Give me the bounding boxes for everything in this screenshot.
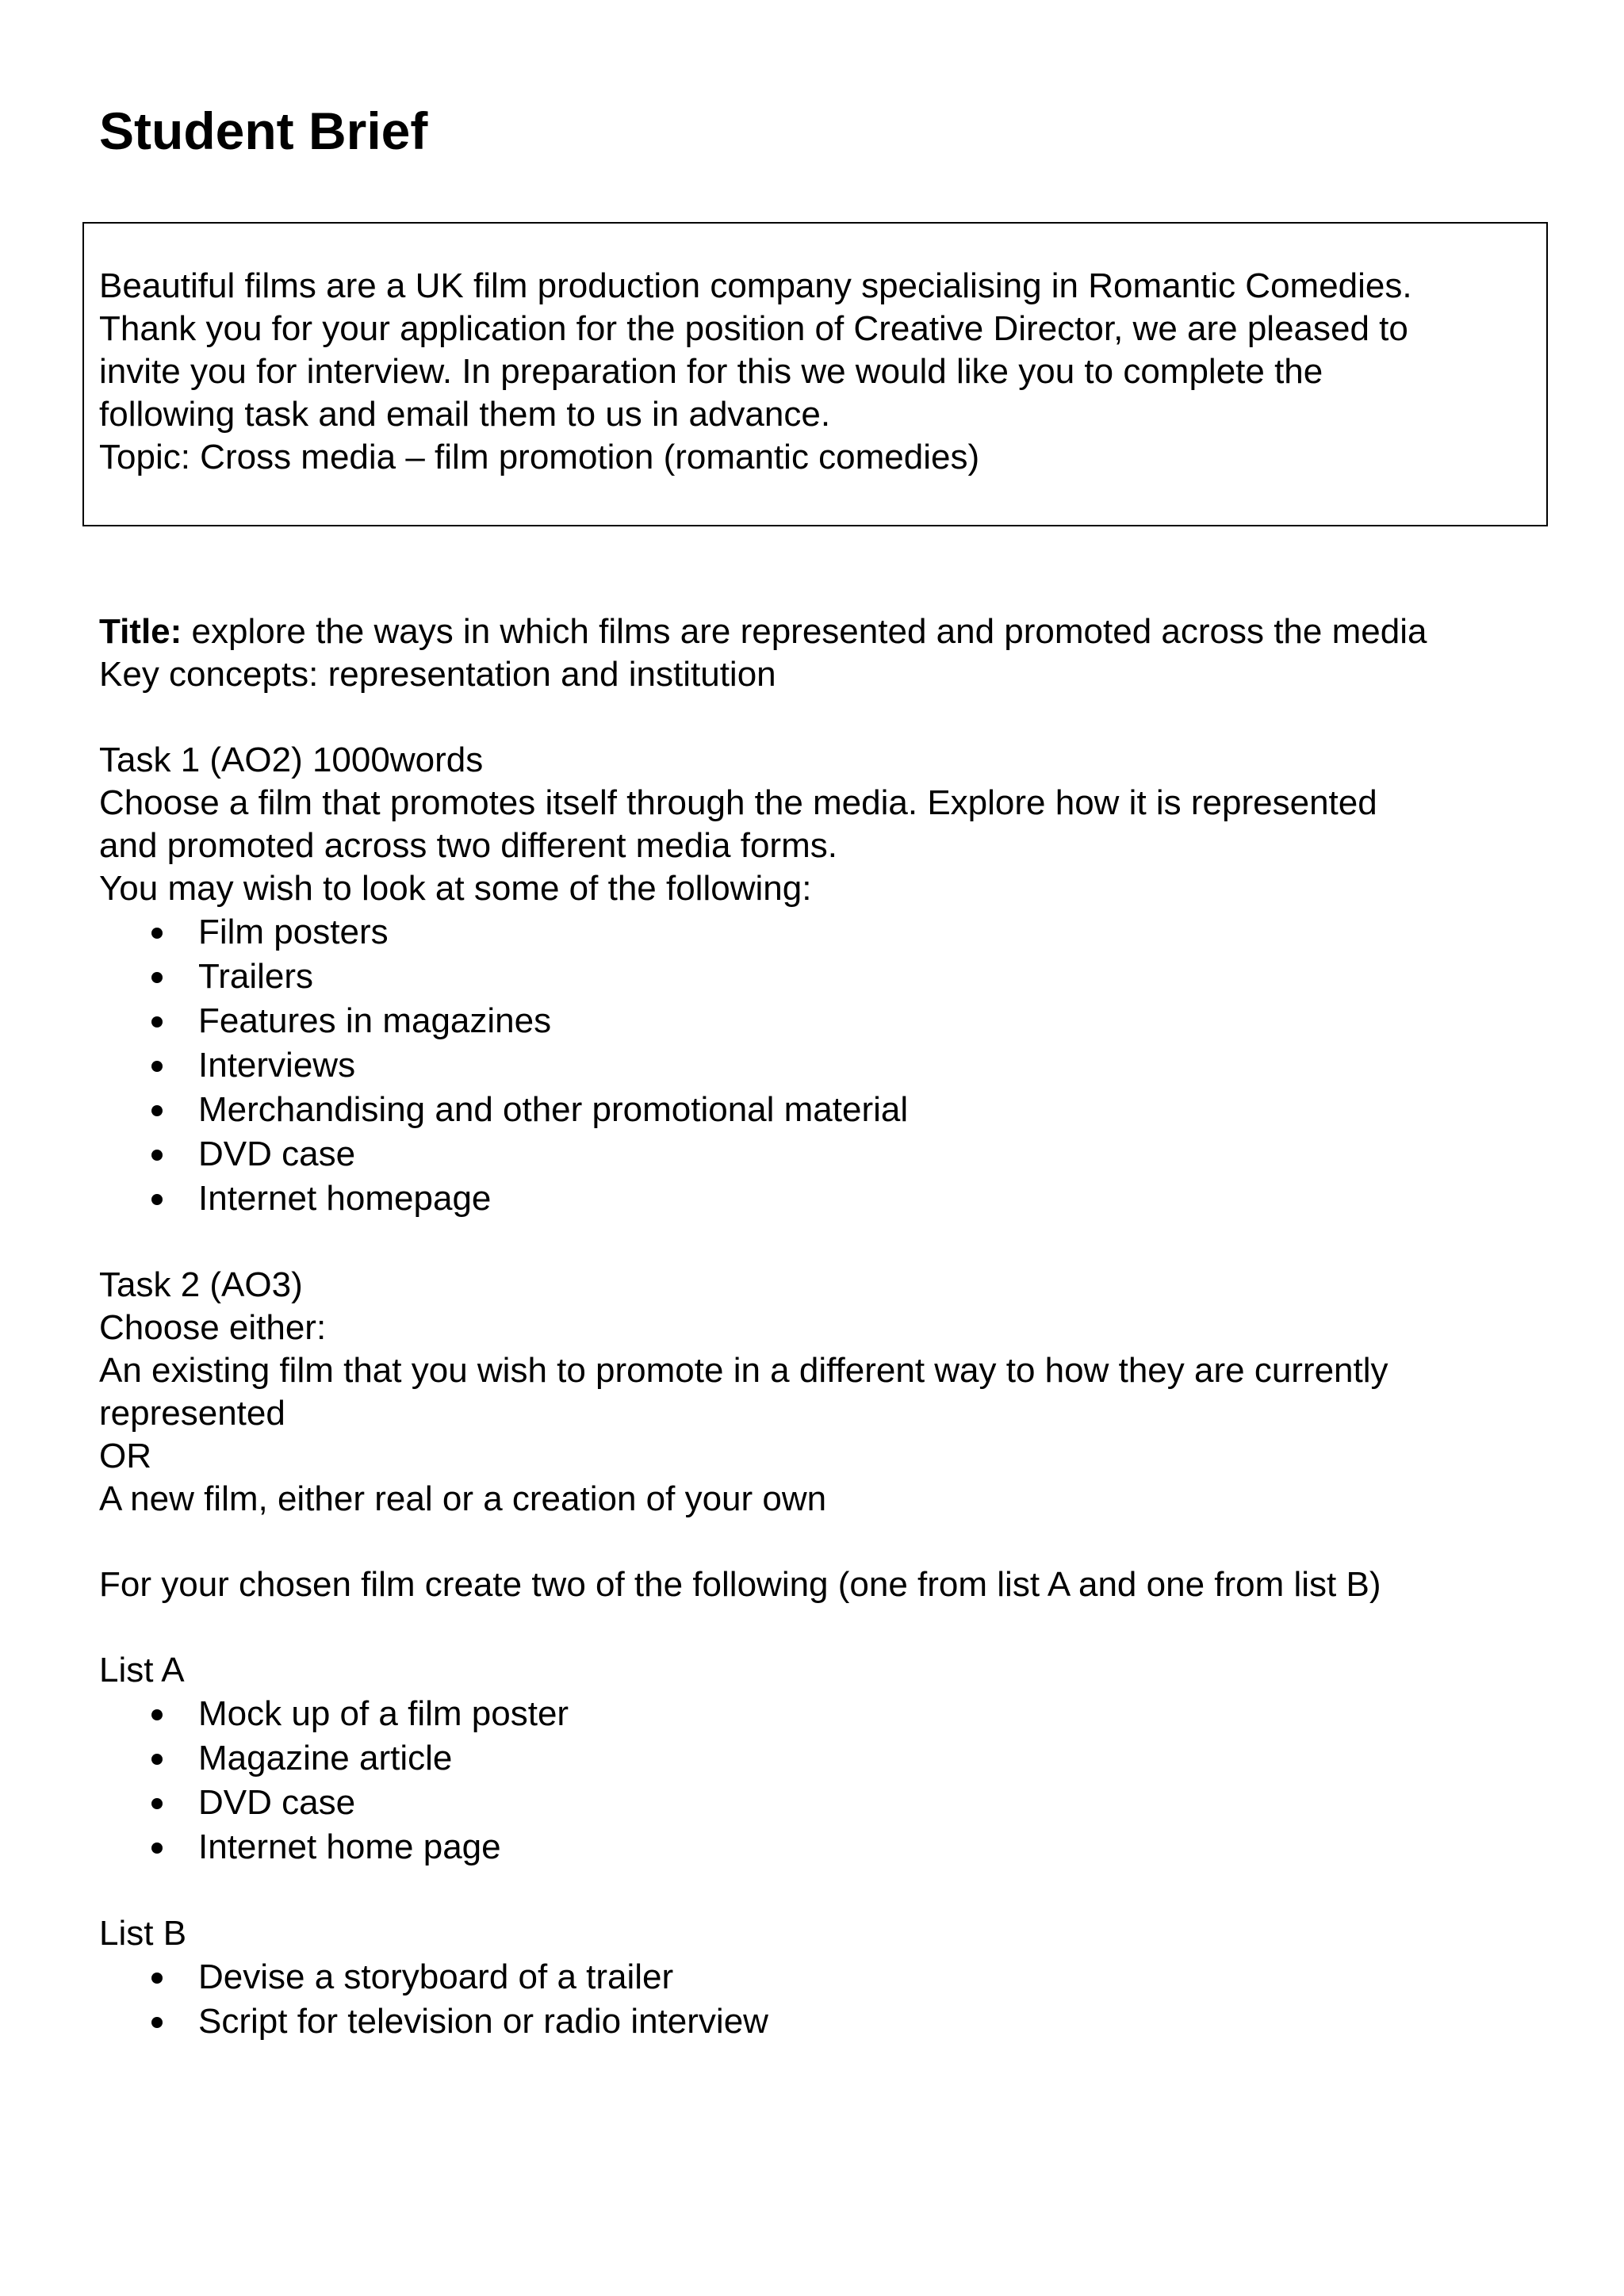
key-concepts: Key concepts: representation and institution <box>99 655 776 694</box>
task2-line: A new film, either real or a creation of your own <box>99 1479 827 1518</box>
bullet-icon <box>151 1105 163 1116</box>
list-item-text: DVD case <box>198 1783 356 1822</box>
list-item-text: Merchandising and other promotional material <box>198 1090 909 1129</box>
brief-topic: Topic: Cross media – film promotion (romantic comedies) <box>99 438 980 476</box>
task2-instruction: For your chosen film create two of the following (one from list A and one from list B) <box>99 1565 1381 1604</box>
list-item <box>99 1999 1558 2044</box>
list-item-text: Internet homepage <box>198 1179 492 1218</box>
page-title: Student Brief <box>99 101 428 160</box>
list-item-text: Film posters <box>198 913 389 951</box>
list-a-heading: List A <box>99 1651 185 1689</box>
bullet-icon <box>151 1798 163 1809</box>
title-label: Title: <box>99 612 182 651</box>
spacer <box>99 696 1558 739</box>
bullet-icon <box>151 1754 163 1765</box>
spacer <box>99 1521 1558 1563</box>
task2-line: represented <box>99 1394 285 1433</box>
list-item <box>99 1177 1558 1221</box>
bullet-icon <box>151 1150 163 1161</box>
list-item-text: Mock up of a film poster <box>198 1694 569 1733</box>
main-content <box>99 610 1558 2044</box>
task2-line: Choose either: <box>99 1308 327 1347</box>
list-item-text: Features in magazines <box>198 1001 552 1040</box>
list-item <box>99 1692 1558 1736</box>
list-item <box>99 1781 1558 1825</box>
spacer <box>99 1606 1558 1649</box>
bullet-icon <box>151 1061 163 1072</box>
brief-text <box>99 265 1538 479</box>
list-item <box>99 1043 1558 1088</box>
list-a <box>99 1692 1558 1869</box>
task1-line: Choose a film that promotes itself through the media. Explore how it is represented <box>99 783 1377 822</box>
list-item-text: Magazine article <box>198 1739 453 1777</box>
bullet-icon <box>151 972 163 983</box>
task1-line: You may wish to look at some of the following: <box>99 869 812 908</box>
bullet-icon <box>151 2017 163 2028</box>
task1-list <box>99 910 1558 1221</box>
bullet-icon <box>151 928 163 939</box>
list-item <box>99 1736 1558 1781</box>
list-item-text: Interviews <box>198 1046 356 1085</box>
brief-line: Beautiful films are a UK film production company specialising in Romantic Comedies. <box>99 266 1412 305</box>
spacer <box>99 1221 1558 1264</box>
bullet-icon <box>151 1016 163 1027</box>
brief-line: Thank you for your application for the position of Creative Director, we are pleased to <box>99 309 1408 348</box>
list-item-text: Script for television or radio interview <box>198 2002 768 2041</box>
bullet-icon <box>151 1973 163 1984</box>
list-b <box>99 1955 1558 2044</box>
list-item <box>99 955 1558 999</box>
title-line <box>99 610 1558 653</box>
brief-line: following task and email them to us in advance. <box>99 395 831 434</box>
list-item-text: Internet home page <box>198 1827 501 1866</box>
list-item <box>99 910 1558 955</box>
list-item-text: DVD case <box>198 1135 356 1173</box>
bullet-icon <box>151 1843 163 1854</box>
list-item <box>99 1825 1558 1869</box>
task2-line: An existing film that you wish to promote in a different way to how they are currently <box>99 1351 1388 1390</box>
task1-heading: Task 1 (AO2) 1000words <box>99 740 484 779</box>
task2-line: OR <box>99 1437 151 1475</box>
list-b-heading: List B <box>99 1914 187 1953</box>
brief-line: invite you for interview. In preparation for this we would like you to complete the <box>99 352 1323 391</box>
list-item <box>99 1955 1558 1999</box>
task1-line: and promoted across two different media forms. <box>99 826 837 865</box>
brief-box <box>82 222 1548 526</box>
spacer <box>99 1869 1558 1912</box>
list-item <box>99 999 1558 1043</box>
list-item-text: Trailers <box>198 957 314 996</box>
list-item <box>99 1088 1558 1132</box>
title-text: explore the ways in which films are represented and promoted across the media <box>182 612 1427 651</box>
bullet-icon <box>151 1709 163 1720</box>
list-item-text: Devise a storyboard of a trailer <box>198 1957 674 1996</box>
bullet-icon <box>151 1194 163 1205</box>
list-item <box>99 1132 1558 1177</box>
task2-heading: Task 2 (AO3) <box>99 1265 303 1304</box>
